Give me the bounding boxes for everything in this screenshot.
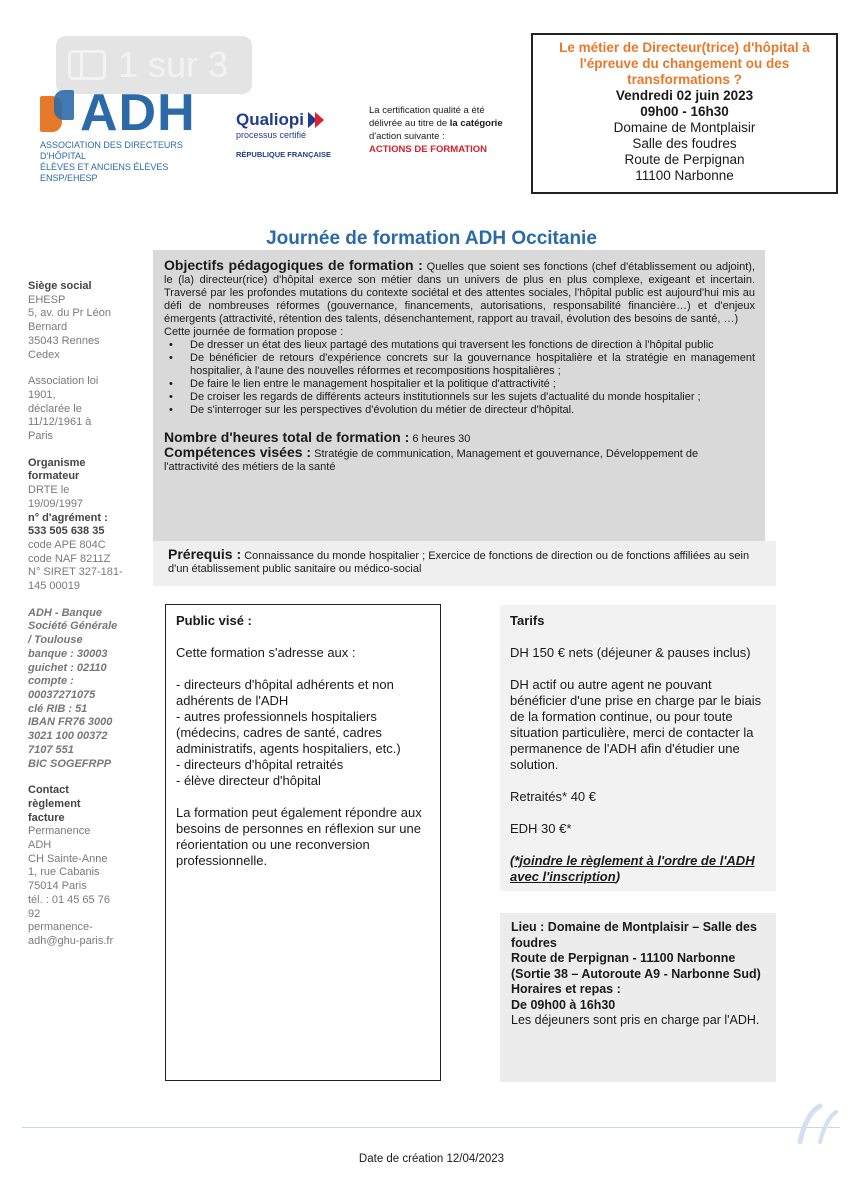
lieu-line-3: (Sortie 38 – Autoroute A9 - Narbonne Sud): [511, 966, 761, 981]
bank-line: compte :: [28, 675, 74, 688]
adh-logo-text: ADH: [80, 84, 196, 142]
assoc-line: Paris: [28, 430, 54, 443]
objectives-list: [164, 339, 755, 417]
contact-line: 1, rue Cabanis: [28, 866, 100, 879]
objectives-intro: [164, 259, 755, 326]
event-title-line-2: l'épreuve du changement ou des: [579, 56, 790, 71]
event-title-line-1: Le métier de Directeur(trice) d'hôpital à: [559, 40, 810, 55]
page-title: Journée de formation ADH Occitanie: [266, 228, 597, 249]
prereq-label: Prérequis :: [168, 546, 242, 562]
objective-item: • De dresser un état des lieux partagé des mutations qui traversent les fonctions de direction à l'hôpital public: [164, 339, 755, 352]
event-street: Route de Perpignan: [624, 152, 745, 167]
adh-logo-subtitle-1: ASSOCIATION DES DIRECTEURS D'HÔPITAL: [40, 140, 183, 161]
bank-line: 7107 551: [28, 743, 74, 756]
assoc-line: 1901,: [28, 388, 56, 401]
tarif-note: [510, 853, 766, 885]
certification-text: [369, 104, 529, 156]
org-line: DRTE le: [28, 484, 70, 497]
certification-line-2a: délivrée au titre de: [369, 118, 450, 129]
objective-item: • De faire le lien entre le management hospitalier et la politique d'attractivité ;: [164, 378, 755, 391]
lieu-meals: Les déjeuners sont pris en charge par l'ADH.: [511, 1013, 760, 1027]
footer-divider: [22, 1127, 840, 1128]
event-title-line-3: transformations ?: [627, 72, 742, 87]
horaires-value: De 09h00 à 16h30: [511, 997, 616, 1012]
bank-line: / Toulouse: [28, 634, 83, 647]
lieu-line-1: Lieu : Domaine de Montplaisir – Salle des foudres: [511, 920, 757, 950]
org-title: Organisme: [28, 456, 86, 469]
qualiopi-sub: processus certifié: [236, 130, 307, 140]
code-line: code APE 804C: [28, 538, 106, 551]
tarif-edh: EDH 30 €*: [510, 821, 572, 836]
assoc-line: 11/12/1961 à: [28, 416, 92, 429]
siege-line: EHESP: [28, 293, 66, 306]
tarif-dh: DH 150 € nets (déjeuner & pauses inclus): [510, 645, 751, 660]
contact-line: ADH: [28, 839, 52, 852]
contact-title: Contact: [28, 784, 69, 797]
tarif-note-text: *joindre le règlement à l'ordre de l'ADH avec l'inscription: [510, 853, 755, 884]
org-line: 19/09/1997: [28, 497, 84, 510]
code-line: code NAF 8211Z: [28, 552, 111, 565]
bank-line: BIC SOGEFRPP: [28, 757, 112, 770]
objectives-intro-text: Quelles que soient ses fonctions (chef d'établissement ou adjoint), le (la) directeur(rice) d'hôpital exerce son métier dans un univers de plus en plus complexe, exigeant et incertain. Traversé par les profondes mutations du contexte sociétal et des attentes sociales, l'hôpital public est aujourd'hui mis au défi de nombreuses réformes (gouvernance, financements, autorisations, responsabilité financière…) et d'enjeux émergents (attractivité, rétention des talents, désenchantement, rapport au travail, évolution des besoins de santé, …): [164, 261, 755, 325]
siege-line: Bernard: [28, 321, 68, 334]
event-city: 11100 Narbonne: [635, 168, 734, 183]
tarif-note-close: ): [615, 869, 621, 884]
skills-row: [164, 446, 755, 474]
page-indicator-label: 1 sur 3: [118, 44, 229, 85]
adh-logo: [40, 84, 226, 184]
org-title: formateur: [28, 470, 80, 483]
lieu-box: [500, 913, 776, 1082]
adh-logo-mark: [40, 90, 76, 136]
public-item: - autres professionnels hospitaliers (médecins, cadres de santé, cadres administratifs, agents hospitaliers, etc.): [176, 709, 401, 756]
public-box: [165, 604, 441, 1081]
bank-line: banque : 30003: [28, 647, 108, 660]
lieu-line-2: Route de Perpignan - 11100 Narbonne: [511, 951, 736, 965]
contact-line: CH Sainte-Anne: [28, 852, 108, 865]
hours-label: Nombre d'heures total de formation :: [164, 429, 410, 445]
skills-value: Stratégie de communication, Management et gouvernance, Développement de l'attractivité des métiers de la santé: [164, 448, 699, 473]
contact-line: Permanence: [28, 825, 91, 838]
public-outro: La formation peut également répondre aux besoins de personnes en réflexion sur une réorientation ou une reconversion professionnelle.: [176, 805, 422, 868]
public-item: - directeurs d'hôpital retraités: [176, 757, 344, 772]
bank-line: guichet : 02110: [28, 661, 107, 674]
bank-line: clé RIB : 51: [28, 702, 88, 715]
event-hours: 09h00 - 16h30: [640, 104, 729, 119]
siege-title: Siège social: [28, 280, 92, 292]
siege-line: Cedex: [28, 348, 60, 361]
adh-logo-subtitle-2: ÉLÈVES ET ANCIENS ÉLÈVES ENSP/EHESP: [40, 162, 169, 183]
contact-line: tél. : 01 45 65 76: [28, 893, 110, 906]
skills-label: Compétences visées :: [164, 444, 312, 460]
certification-category: ACTIONS DE FORMATION: [369, 144, 488, 155]
prereq-box: [153, 541, 776, 586]
bank-line: 00037271075: [28, 688, 96, 701]
tarifs-box: [500, 605, 776, 891]
objectives-propose: Cette journée de formation propose :: [164, 326, 344, 338]
objective-item: • De s'interroger sur les perspectives d'évolution du métier de directeur d'hôpital.: [164, 404, 755, 417]
code-line: N° SIRET 327-181-: [28, 566, 123, 579]
qualiopi-republic: RÉPUBLIQUE FRANÇAISE: [236, 150, 332, 159]
public-list: [176, 677, 430, 789]
qualiopi-logo: [236, 110, 346, 159]
objective-item: • De croiser les regards de différents acteurs institutionnels sur les sujets d'actualité du monde hospitalier ;: [164, 391, 755, 404]
public-item: - directeurs d'hôpital adhérents et non adhérents de l'ADH: [176, 677, 394, 708]
public-item: - élève directeur d'hôpital: [176, 773, 321, 788]
objectives-box: [153, 250, 765, 542]
contact-line: 75014 Paris: [28, 880, 87, 893]
prereq-value: Connaissance du monde hospitalier ; Exercice de fonctions de direction ou de fonctions affiliées au sein d'un établissement public sanitaire ou médico-social: [168, 550, 750, 575]
agrement-label: n° d'agrément :: [28, 511, 108, 524]
event-date: Vendredi 02 juin 2023: [615, 88, 754, 103]
agrement-value: 533 505 638 35: [28, 525, 105, 538]
tarif-retired: Retraités* 40 €: [510, 789, 596, 804]
contact-line: adh@ghu-paris.fr: [28, 934, 114, 947]
public-intro: Cette formation s'adresse aux :: [176, 645, 356, 660]
sidebar-info: [28, 280, 123, 949]
siege-line: 35043 Rennes: [28, 334, 100, 347]
event-venue: Domaine de Montplaisir: [613, 120, 756, 135]
bank-line: Société Générale: [28, 620, 118, 633]
assoc-line: Association loi: [28, 375, 99, 388]
contact-title: facture: [28, 811, 65, 824]
objective-item: • De bénéficier de retours d'expérience concrets sur la gouvernance hospitalière et la stratégie en management hospitalier, à l'aune des nouvelles réformes et recompositions hospitalières ;: [164, 352, 755, 378]
event-room: Salle des foudres: [632, 136, 737, 151]
hours-value: 6 heures 30: [412, 433, 471, 445]
objectives-heading: Objectifs pédagogiques de formation :: [164, 257, 423, 273]
contact-title: règlement: [28, 797, 81, 810]
qualiopi-arrows-icon: [308, 112, 324, 128]
footer-creation-date: Date de création 12/04/2023: [358, 1153, 505, 1165]
event-title-box: [531, 33, 838, 194]
pages-icon: [68, 50, 106, 80]
tarifs-heading: Tarifs: [510, 613, 545, 628]
siege-line: 5, av. du Pr Léon: [28, 307, 111, 320]
bank-line: IBAN FR76 3000: [28, 716, 113, 729]
tarif-other: DH actif ou autre agent ne pouvant bénéficier d'une prise en charge par le biais de la formation continue, ou pour toute situation particulière, merci de contacter la permanence de l'ADH afin d'étudier une solution.: [510, 677, 762, 772]
contact-line: permanence-: [28, 921, 93, 934]
contact-line: 92: [28, 907, 41, 920]
certification-line-1: La certification qualité a été: [369, 105, 485, 116]
certification-line-2: [369, 117, 529, 130]
bank-line: ADH - Banque: [28, 606, 102, 619]
bank-line: 3021 100 00372: [28, 730, 108, 743]
certification-line-2b: la catégorie: [449, 118, 503, 129]
assoc-line: déclarée le: [28, 402, 82, 415]
tarif-note-open: (: [510, 853, 515, 868]
code-line: 145 00019: [28, 580, 80, 593]
footer-swoosh-icon: [790, 1102, 840, 1144]
public-heading: Public visé :: [176, 613, 252, 628]
horaires-label: Horaires et repas :: [511, 982, 621, 996]
qualiopi-name: Qualiopi: [236, 110, 304, 129]
certification-line-3: d'action suivante :: [369, 131, 445, 142]
